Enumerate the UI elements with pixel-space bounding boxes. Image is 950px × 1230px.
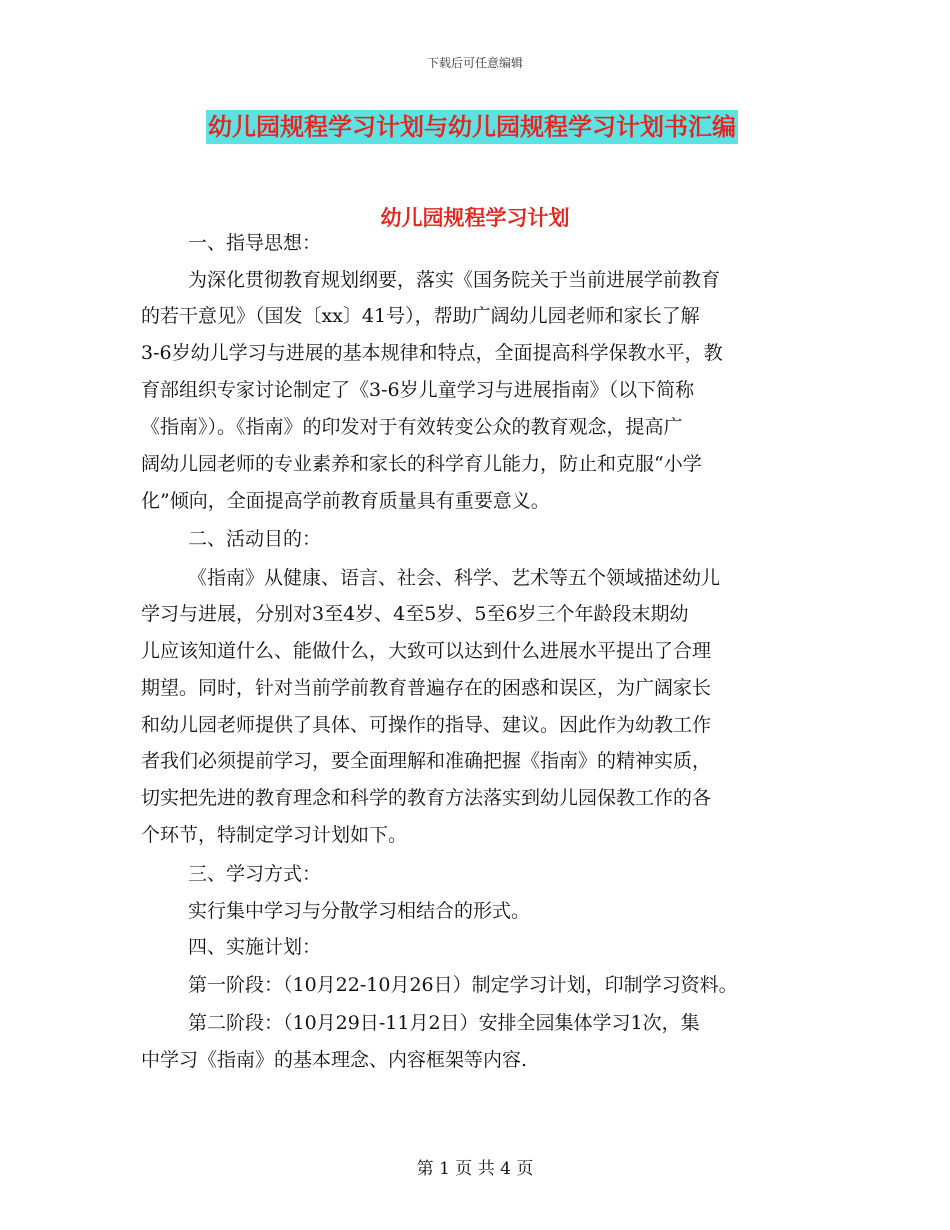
paragraph-line: 和幼儿园老师提供了具体、可操作的指导、建议。因此作为幼教工作 — [141, 714, 712, 736]
paragraph-line: 《指南》）。《指南》的印发对于有效转变公众的教育观念，提高广 — [141, 416, 683, 438]
heading-implementation-plan: 四、实施计划： — [188, 936, 322, 958]
paragraph-line: 第二阶段：（10月29日-11月2日）安排全园集体学习1次，集 — [188, 1012, 700, 1034]
paragraph-line: 的若干意见》（国发〔xx〕41号），帮助广阔幼儿园老师和家长了解 — [141, 305, 700, 327]
header-note: 下载后可任意编辑 — [426, 56, 523, 70]
paragraph-line: 期望。同时，针对当前学前教育普遍存在的困惑和误区，为广阔家长 — [141, 677, 712, 699]
paragraph-line: 中学习《指南》的基本理念、内容框架等内容. — [141, 1049, 528, 1071]
paragraph-line: 阔幼儿园老师的专业素养和家长的科学育儿能力，防止和克服“小学 — [141, 453, 702, 475]
paragraph-line: 为深化贯彻教育规划纲要，落实《国务院关于当前进展学前教育 — [188, 269, 721, 291]
heading-activity-purpose: 二、活动目的： — [188, 528, 322, 550]
paragraph-line: 者我们必须提前学习，要全面理解和准确把握《指南》的精神实质， — [141, 750, 712, 772]
paragraph-line: 儿应该知道什么、能做什么，大致可以达到什么进展水平提出了合理 — [141, 640, 712, 662]
page-footer: 第 1 页 共 4 页 — [416, 1159, 534, 1179]
paragraph-line: 切实把先进的教育理念和科学的教育方法落实到幼儿园保教工作的各 — [141, 787, 712, 809]
paragraph-line: 育部组织专家讨论制定了《3-6岁儿童学习与进展指南》（以下简称 — [141, 379, 695, 401]
paragraph-line: 化”倾向，全面提高学前教育质量具有重要意义。 — [141, 490, 550, 512]
paragraph-line: 3-6岁幼儿学习与进展的基本规律和特点，全面提高科学保教水平，教 — [141, 342, 723, 364]
paragraph-line: 个环节，特制定学习计划如下。 — [141, 824, 408, 846]
document-title: 幼儿园规程学习计划与幼儿园规程学习计划书汇编 — [206, 110, 738, 144]
paragraph-line: 学习与进展，分别对3至4岁、4至5岁、5至6岁三个年龄段末期幼 — [141, 603, 689, 625]
heading-guiding-thought: 一、指导思想： — [188, 232, 322, 254]
section-title: 幼儿园规程学习计划 — [380, 206, 570, 230]
paragraph-line: 《指南》从健康、语言、社会、科学、艺术等五个领域描述幼儿 — [188, 567, 721, 589]
heading-learning-method: 三、学习方式： — [188, 863, 322, 885]
paragraph-line: 第一阶段：（10月22-10月26日）制定学习计划，印制学习资料。 — [188, 974, 738, 996]
paragraph-line: 实行集中学习与分散学习相结合的形式。 — [188, 900, 531, 922]
